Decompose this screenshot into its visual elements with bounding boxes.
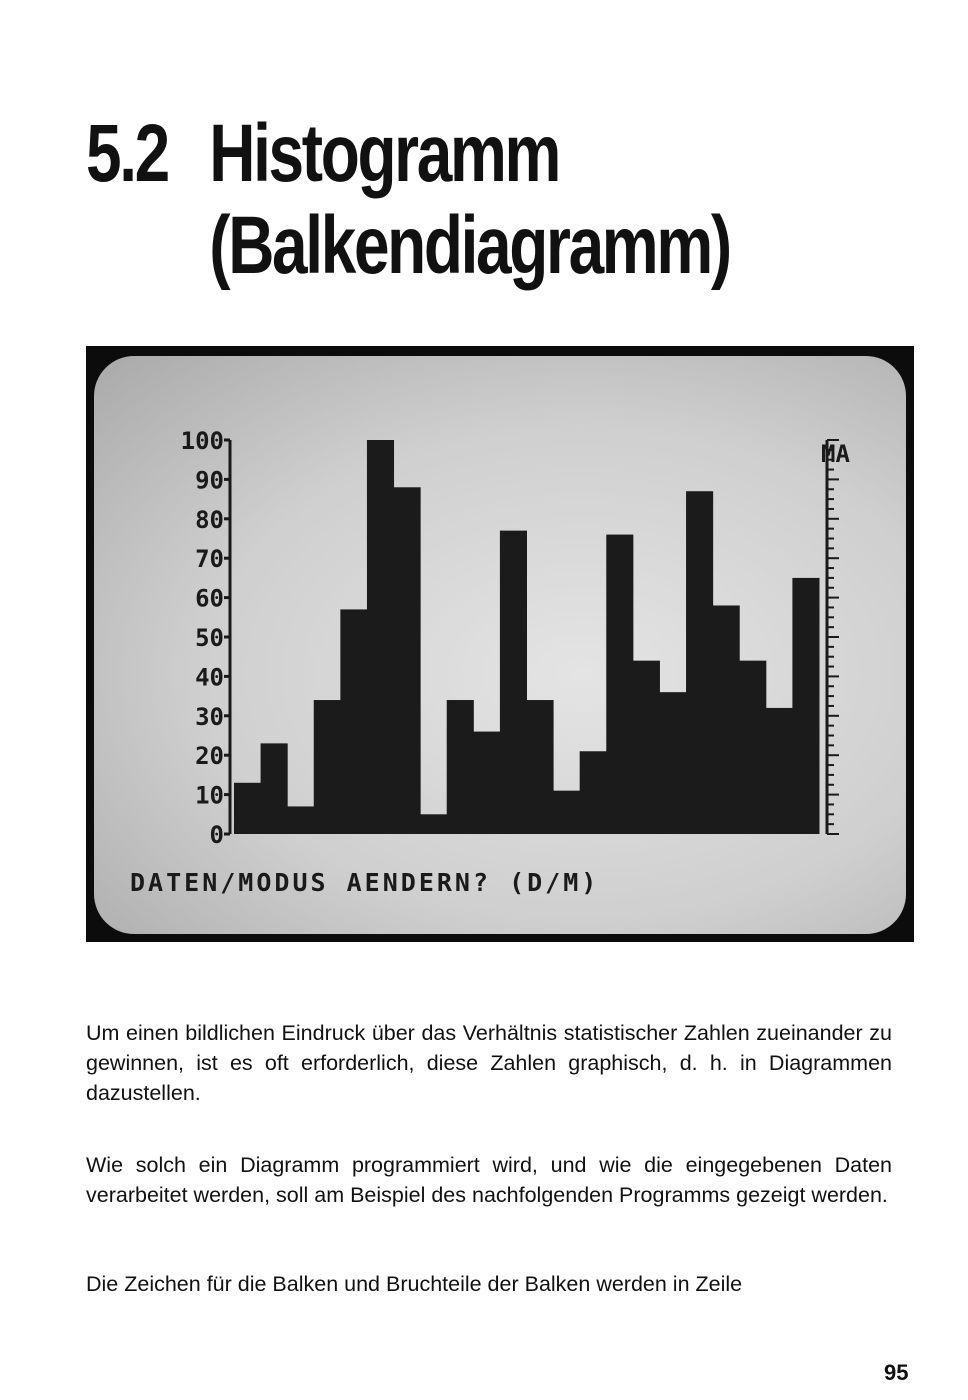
histogram-chart <box>94 356 906 934</box>
histogram-bar <box>713 605 740 834</box>
section-heading <box>86 108 730 292</box>
histogram-bar <box>234 783 261 834</box>
y-tick-label: 20 <box>195 742 224 771</box>
histogram-bar <box>553 791 580 834</box>
y-tick-label: 50 <box>195 624 224 652</box>
histogram-bar <box>394 487 421 834</box>
section-title-line2: (Balkendiagramm) <box>209 200 730 291</box>
y-tick-label: 100 <box>180 427 224 455</box>
y-tick-label: 90 <box>195 466 224 495</box>
histogram-bar <box>659 692 686 834</box>
histogram-bar <box>792 578 819 834</box>
section-number: 5.2 <box>86 108 168 199</box>
histogram-bar <box>447 700 474 834</box>
y-tick-label: 0 <box>209 821 224 849</box>
histogram-bar <box>580 751 607 834</box>
y-tick-label: 60 <box>195 584 224 613</box>
histogram-bar <box>606 535 633 834</box>
histogram-bar <box>420 814 447 834</box>
histogram-bar <box>633 661 660 834</box>
y-tick-label: 80 <box>195 505 224 534</box>
paragraph-3: Die Zeichen für die Balken und Bruchteile der Balken werden in Zeile <box>86 1272 743 1296</box>
tv-screen <box>94 356 906 934</box>
histogram-bar <box>261 743 288 834</box>
histogram-bar <box>314 700 341 834</box>
y-tick-label: 10 <box>195 781 224 810</box>
section-title-line1: Histogramm <box>209 108 560 199</box>
histogram-bar <box>686 491 713 834</box>
paragraph-2: Wie solch ein Diagramm programmiert wird, und wie die eingegebenen Daten verarbeitet werden, soll am Beispiel des nachfolgenden Programms gezeigt werden. <box>86 1153 892 1207</box>
histogram-bar <box>500 531 527 834</box>
screen-prompt: DATEN/MODUS AENDERN? (D/M) <box>130 868 600 897</box>
histogram-bar <box>739 661 766 834</box>
histogram-bar <box>473 732 500 834</box>
paragraph-1: Um einen bildlichen Eindruck über das Verhältnis statistischer Zahlen zueinander zu gewinnen, ist es oft erforderlich, diese Zahlen graphisch, d. h. in Diagrammen dazustellen. <box>86 1021 892 1105</box>
page-number: 95 <box>884 1360 909 1385</box>
histogram-photo <box>86 346 914 942</box>
y-tick-label: 40 <box>195 663 224 692</box>
histogram-bar <box>340 609 367 834</box>
y-tick-label: 70 <box>195 545 224 574</box>
right-axis-label: MA <box>821 440 850 468</box>
histogram-bar <box>287 806 314 834</box>
y-tick-label: 30 <box>195 702 224 731</box>
histogram-bar <box>367 440 394 834</box>
histogram-bar <box>527 700 554 834</box>
histogram-bar <box>766 708 793 834</box>
